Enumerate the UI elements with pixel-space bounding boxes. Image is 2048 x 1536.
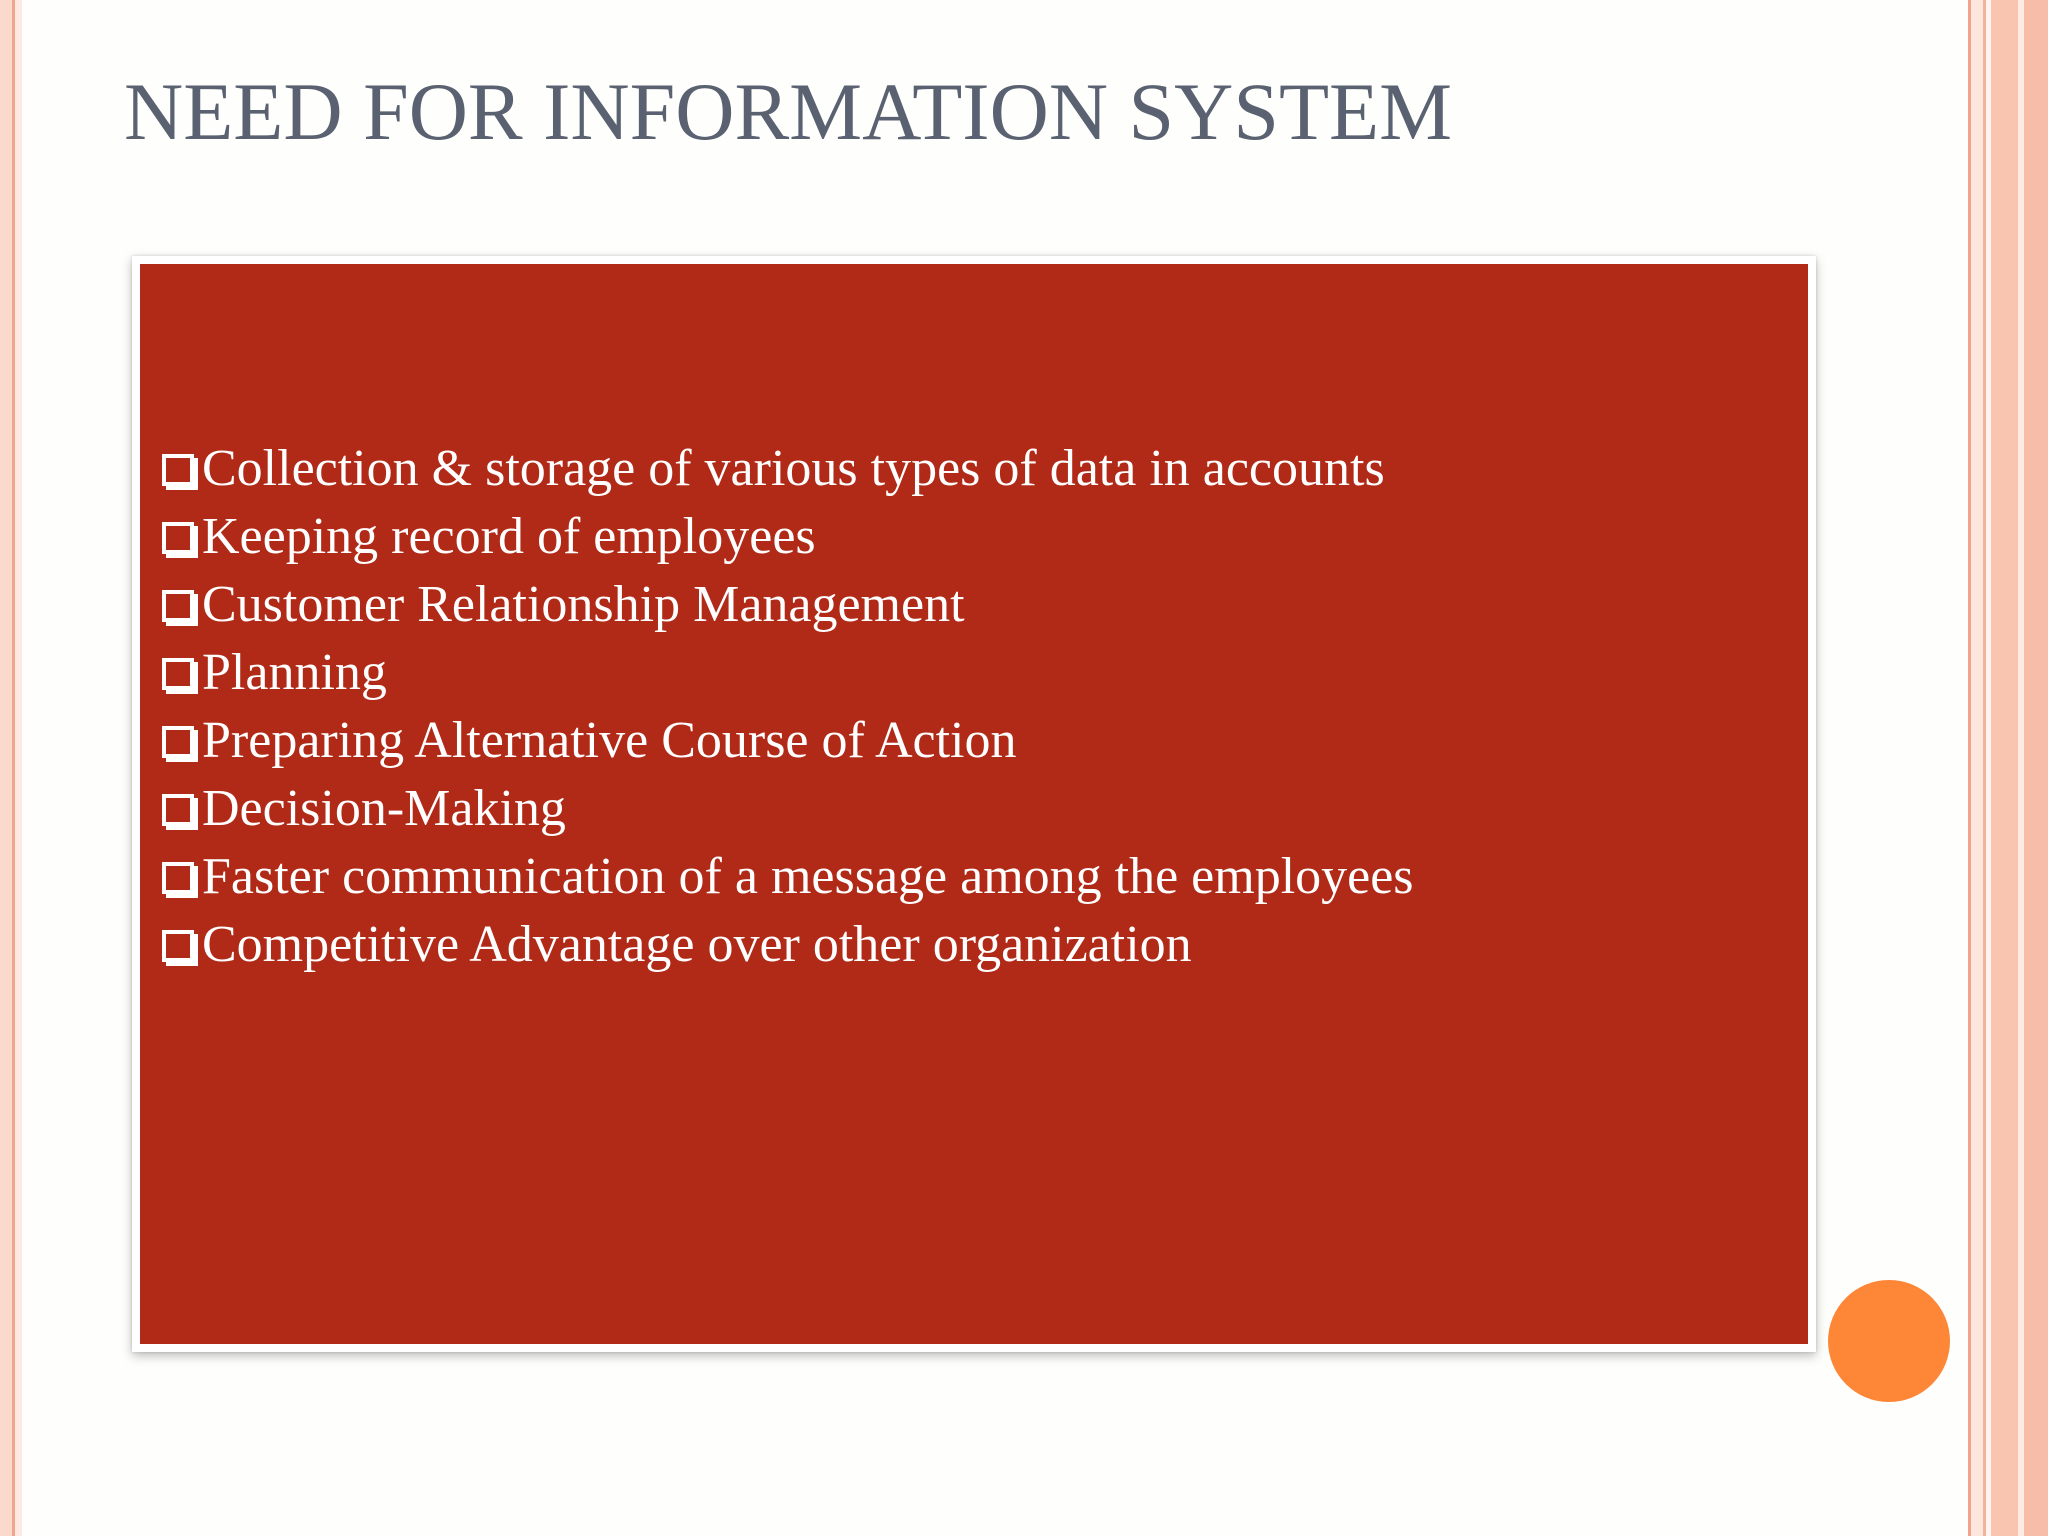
checkbox-icon [162, 658, 194, 690]
checkbox-icon [162, 454, 194, 486]
checkbox-icon [162, 930, 194, 962]
right-decorative-border [1968, 0, 2048, 1536]
list-item [162, 434, 1414, 502]
bullet-list [162, 434, 1414, 978]
list-item [162, 842, 1414, 910]
list-item [162, 638, 1414, 706]
list-item [162, 502, 1414, 570]
content-frame [132, 256, 1816, 1352]
left-decorative-border [0, 0, 22, 1536]
bullet-text: Customer Relationship Management [202, 575, 965, 633]
orange-circle-decoration [1828, 1280, 1950, 1402]
checkbox-icon [162, 726, 194, 758]
bullet-text: Preparing Alternative Course of Action [202, 711, 1017, 769]
list-item [162, 706, 1414, 774]
bullet-text: Faster communication of a message among the employees [202, 847, 1414, 905]
bullet-text: Collection & storage of various types of data in accounts [202, 439, 1385, 497]
bullet-text: Planning [202, 643, 387, 701]
checkbox-icon [162, 794, 194, 826]
bullet-text: Keeping record of employees [202, 507, 816, 565]
list-item [162, 570, 1414, 638]
checkbox-icon [162, 590, 194, 622]
slide-title: NEED FOR INFORMATION SYSTEM [124, 66, 1453, 157]
checkbox-icon [162, 862, 194, 894]
content-box [140, 264, 1808, 1344]
list-item [162, 910, 1414, 978]
bullet-text: Competitive Advantage over other organization [202, 915, 1192, 973]
bullet-text: Decision-Making [202, 779, 566, 837]
list-item [162, 774, 1414, 842]
checkbox-icon [162, 522, 194, 554]
